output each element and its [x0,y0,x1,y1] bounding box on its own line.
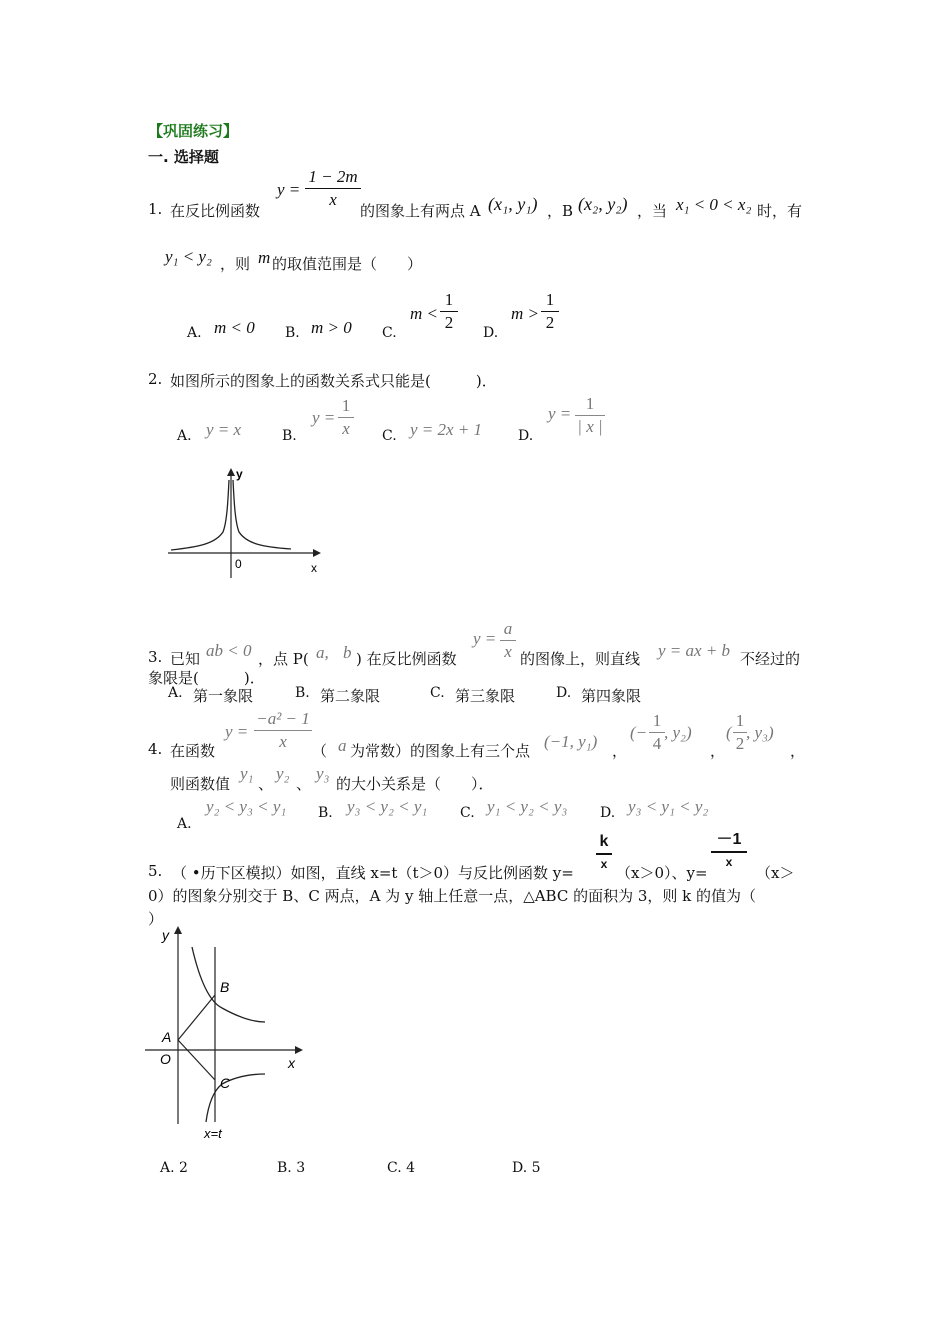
q4-p2-den: 4 [652,734,662,753]
q1-point-b: (x₂, y₂) [578,194,628,214]
q2-origin-label: 0 [235,557,242,571]
q3-option-d-label: D. [556,685,572,701]
q5-number: 5. [148,862,163,880]
q4-p2-open: (− [630,723,648,742]
q2-option-c-label: C. [382,428,397,444]
q4-comma-1: ， [612,742,628,760]
q3-option-a: 第一象限 [193,687,254,705]
q1-func-num: 1 − 2m [308,167,358,186]
q1-option-d-label: D. [483,325,499,341]
q2-x-label: x [311,561,317,575]
q5-option-d: D. 5 [512,1160,541,1176]
q5-y-label: y [162,927,169,943]
q4-p3-den: 2 [735,734,745,753]
q3-line: y = ax + b [658,641,731,660]
q5-f1-fraction [596,832,612,872]
q5-text-e: ） [148,910,164,928]
q1-text-a: 在反比例函数 [170,202,261,220]
q1-option-d-num: 1 [545,290,555,309]
q5-option-b: B. 3 [277,1160,306,1176]
q5-origin-label: O [160,1051,171,1067]
q5-f2-den: x [725,855,733,869]
q3-text-b: ，点 P( [258,650,309,668]
q1-func-den: x [329,190,337,209]
q4-option-b: y₃ < y₂ < y₁ [347,797,428,816]
q3-func-lhs: y = [473,629,497,648]
q1-option-a-label: A. [187,325,202,341]
q5-c-label: C [220,1075,231,1091]
q2-option-d-lhs: y = [548,404,572,423]
q4-p1: (−1, y₁) [544,732,598,751]
q1-func-fraction [305,167,361,210]
q2-option-c: y = 2x + 1 [410,420,483,439]
q4-text-d: 则函数值 [170,775,231,793]
q1-option-d-lhs: m > [511,304,539,323]
q4-p3-fraction [733,711,747,754]
q2-y-arrow [227,468,235,476]
q5-segment-ac [178,1040,215,1080]
q2-option-b-den: x [342,419,350,438]
q3-number: 3. [148,648,163,666]
q5-graph [140,922,320,1144]
q5-text-a: （ •历下区模拟）如图，直线 x=t（t＞0）与反比例函数 y= [172,864,574,882]
q4-func-den: x [279,732,287,751]
q4-option-a: y₂ < y₃ < y₁ [206,797,287,816]
q4-p3-open: ( [726,723,732,742]
q5-f1-num: k [599,833,609,850]
q2-curve-left [171,480,229,550]
part-heading: 一. 选择题 [148,148,219,166]
q3-text-e: 不经过的 [740,650,801,668]
q3-text-f: 象限是( )． [148,669,265,687]
q5-y-arrow [174,926,182,934]
q3-option-c: 第三象限 [455,687,516,705]
q1-comma1: ，B [547,202,574,220]
q4-sep2: 、 [296,775,312,793]
q1-option-c-den: 2 [444,313,454,332]
q2-option-d-den: | x | [577,417,603,436]
q1-func-lhs: y = [277,180,301,199]
q3-cond: ab < 0 [206,641,252,660]
q2-option-d-num: 1 [585,394,595,413]
q3-p-b: b [343,643,352,662]
q2-option-b-label: B. [282,428,297,444]
q3-p-a: a, [316,643,329,662]
q4-option-c-label: C. [460,805,475,821]
q1-option-b: m > 0 [311,318,352,337]
q5-segment-ab [178,995,215,1040]
q5-text-b: （x＞0）、y= [616,864,708,882]
q1-point-a: (x₁, y₁) [488,194,538,214]
q4-p2-num: 1 [652,711,662,730]
q4-v2: y₂ [276,764,290,783]
q4-option-b-label: B. [318,805,333,821]
q2-x-arrow [313,549,321,557]
q5-line-label: x=t [204,1126,222,1141]
q4-v1: y₁ [240,764,254,783]
q1-option-c-num: 1 [444,290,454,309]
q5-option-a: A. 2 [160,1160,188,1176]
q3-option-b: 第二象限 [320,687,381,705]
q4-number: 4. [148,740,163,758]
q2-graph [163,460,328,585]
q4-text-a: 在函数 [170,742,216,760]
q4-text-e: 的大小关系是（ ）． [336,775,494,793]
q4-v3: y₃ [316,764,330,783]
q5-x-arrow [295,1046,303,1054]
q4-p2-rest: , y₂) [664,723,692,742]
q5-option-c: C. 4 [387,1160,416,1176]
q3-func-num: a [503,619,513,638]
q5-text-d: 0）的图象分别交于 B、C 两点，A 为 y 轴上任意一点，△ABC 的面积为 3，则 k 的值为（ [148,887,757,905]
q2-option-a-label: A. [177,428,192,444]
q1-option-b-label: B. [285,325,300,341]
q1-text-f: 的取值范围是（ ） [272,255,423,273]
q4-p2-fraction [649,711,665,754]
q4-option-c: y₁ < y₂ < y₃ [487,797,568,816]
q2-curve-right [233,480,291,549]
q5-a-label: A [162,1029,172,1045]
q3-text-c: ) 在反比例函数 [356,650,457,668]
q4-p3-rest: , y₃) [746,723,774,742]
q1-text-d: 时，有 [757,202,803,220]
q4-comma-2: ， [710,742,726,760]
q5-f1-den: x [600,857,608,871]
q4-option-d-label: D. [600,805,616,821]
q5-text-c: （x＞ [756,864,795,882]
q4-comma-3: ， [790,742,806,760]
q2-option-d-label: D. [518,428,534,444]
q4-text-c: 为常数）的图象上有三个点 [350,742,531,760]
q4-sep1: 、 [258,775,274,793]
q3-option-b-label: B. [295,685,310,701]
q4-func-num: −a² − 1 [256,709,310,728]
q3-func-den: x [504,642,512,661]
q2-text: 如图所示的图象上的函数关系式只能是( )． [170,372,497,390]
q1-option-d-fraction [541,290,559,333]
q3-text-a: 已知 [170,650,201,668]
q1-text-c: ，当 [637,202,668,220]
q1-option-c-fraction [440,290,458,333]
q2-option-b-fraction [338,396,354,439]
q2-option-b-num: 1 [341,396,351,415]
q1-var-m: m [258,248,271,267]
q1-text-e: ，则 [220,255,251,273]
q2-option-d-fraction [575,394,605,437]
q2-option-a: y = x [206,420,242,439]
q4-var-a: a [338,736,347,755]
q5-b-label: B [220,979,230,995]
q1-cond2: y₁ < y₂ [165,247,212,266]
q1-text-b: 的图象上有两点 A [360,202,481,220]
q4-option-a-label: A. [177,816,192,832]
q1-option-a: m < 0 [214,318,255,337]
q2-number: 2. [148,370,163,388]
q5-f2-num: －1 [716,831,742,848]
q4-p3-num: 1 [735,711,745,730]
q5-x-label: x [288,1055,295,1071]
q3-func-fraction [500,619,516,662]
q1-option-c-lhs: m < [410,304,438,323]
q3-option-d: 第四象限 [581,687,642,705]
q1-option-d-den: 2 [545,313,555,332]
q4-func-lhs: y = [225,722,249,741]
q4-text-b: （ [312,742,328,760]
q1-cond: x₁ < 0 < x₂ [676,195,752,214]
q3-text-d: 的图像上，则直线 [520,650,641,668]
q5-f2-fraction [711,830,747,870]
section-title: 【巩固练习】 [148,122,239,140]
q4-func-fraction [254,709,312,752]
q2-y-label: y [236,467,243,481]
q1-option-c-label: C. [382,325,397,341]
q2-option-b-lhs: y = [312,408,336,427]
q4-option-d: y₃ < y₁ < y₂ [628,797,709,816]
q3-option-a-label: A. [168,685,183,701]
q1-number: 1. [148,200,163,218]
q3-option-c-label: C. [430,685,445,701]
